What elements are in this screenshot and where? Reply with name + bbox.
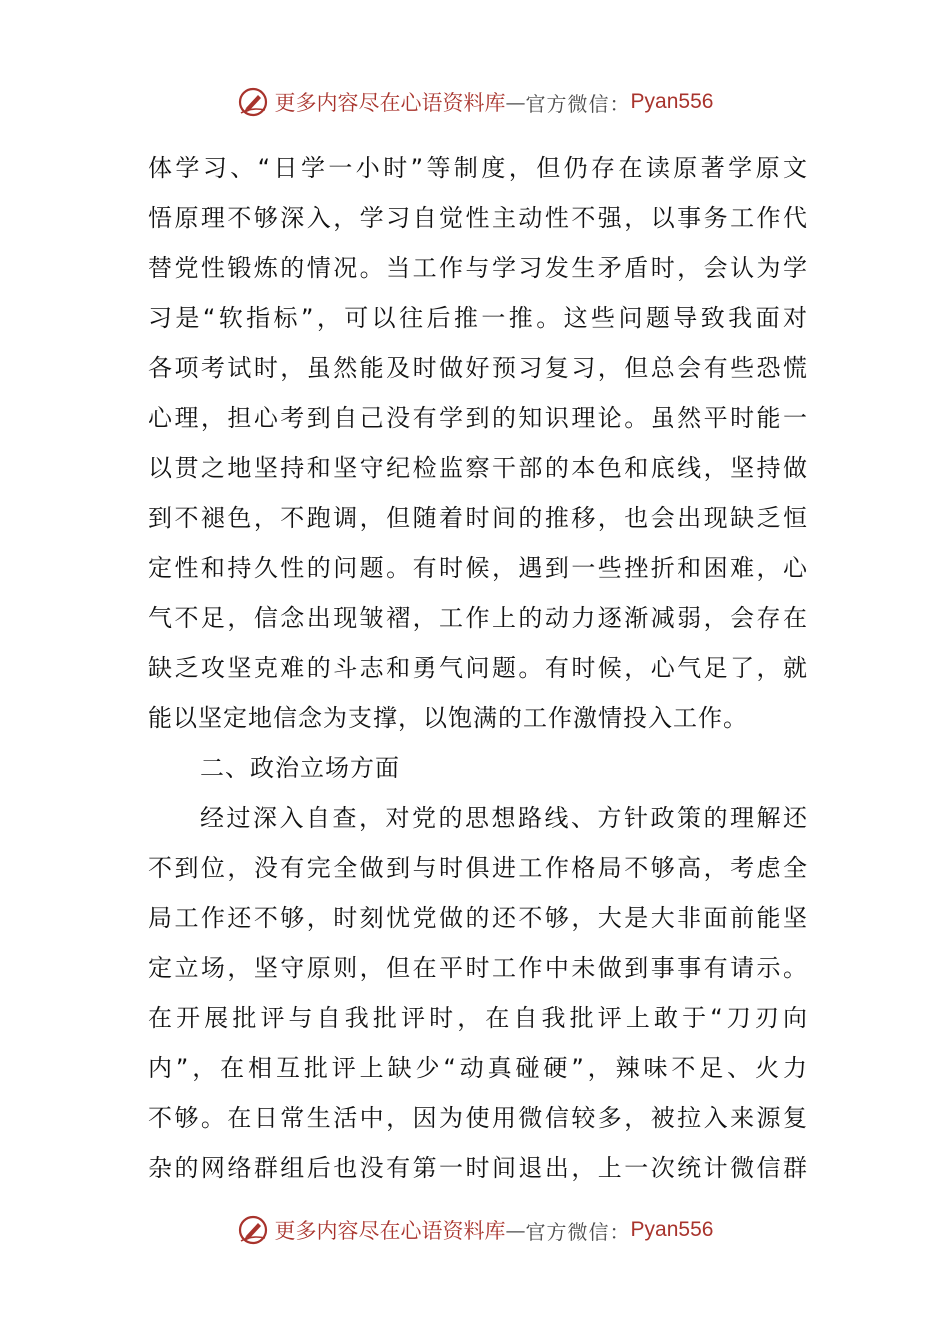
text-line: 气不足，信念出现皱褶，工作上的动力逐渐减弱，会存在: [148, 604, 808, 632]
text-line: 缺乏攻坚克难的斗志和勇气问题。有时候，心气足了，就: [148, 654, 808, 682]
text-line: 定性和持久性的问题。有时候，遇到一些挫折和困难，心: [148, 554, 808, 582]
text-line: 以贯之地坚持和坚守纪检监察干部的本色和底线，坚持做: [148, 454, 808, 482]
banner-brand-text: 更多内容尽在心语资料库: [274, 1219, 506, 1243]
banner-separator: —: [505, 1218, 526, 1242]
pen-logo-icon: [237, 1214, 269, 1246]
text-line: 各项考试时，虽然能及时做好预习复习，但总会有些恐慌: [148, 354, 808, 382]
text-line: 习是“软指标”，可以往后推一推。这些问题导致我面对: [148, 304, 808, 332]
footer-banner: [0, 1210, 950, 1250]
banner-wechat-label: 官方微信：: [525, 91, 631, 116]
text-line: 定立场，坚守原则，但在平时工作中未做到事事有请示。: [148, 954, 808, 982]
text-line: 内”，在相互批评上缺少“动真碰硬”，辣味不足、火力: [148, 1054, 808, 1082]
text-line: 到不褪色，不跑调，但随着时间的推移，也会出现缺乏恒: [148, 504, 808, 532]
banner-wechat-label: 官方微信：: [525, 1219, 631, 1244]
banner-wechat-id: Pyan556: [630, 90, 714, 113]
text-line: 悟原理不够深入，学习自觉性主动性不强，以事务工作代: [148, 204, 808, 232]
section-heading: 二、政治立场方面: [200, 754, 400, 782]
header-banner: [0, 82, 950, 122]
text-line: 经过深入自查，对党的思想路线、方针政策的理解还: [200, 804, 808, 832]
text-line: 不到位，没有完全做到与时俱进工作格局不够高，考虑全: [148, 854, 808, 882]
document-body: [148, 143, 808, 1193]
text-line: 杂的网络群组后也没有第一时间退出，上一次统计微信群: [148, 1154, 808, 1182]
text-line: 体学习、“日学一小时”等制度，但仍存在读原著学原文: [148, 154, 808, 182]
paragraph-2: [148, 793, 808, 1193]
text-line: 不够。在日常生活中，因为使用微信较多，被拉入来源复: [148, 1104, 808, 1132]
pen-logo-icon: [237, 86, 269, 118]
text-line: 心理，担心考到自己没有学到的知识理论。虽然平时能一: [148, 404, 808, 432]
banner-separator: —: [505, 90, 526, 114]
text-line: 替党性锻炼的情况。当工作与学习发生矛盾时，会认为学: [148, 254, 808, 282]
banner-brand-text: 更多内容尽在心语资料库: [274, 91, 506, 115]
text-line: 局工作还不够，时刻忧党做的还不够，大是大非面前能坚: [148, 904, 808, 932]
text-line: 能以坚定地信念为支撑，以饱满的工作激情投入工作。: [148, 704, 748, 732]
paragraph-1: [148, 143, 808, 743]
banner-wechat-id: Pyan556: [630, 1218, 714, 1241]
text-line: 在开展批评与自我批评时，在自我批评上敢于“刀刃向: [148, 1004, 808, 1032]
